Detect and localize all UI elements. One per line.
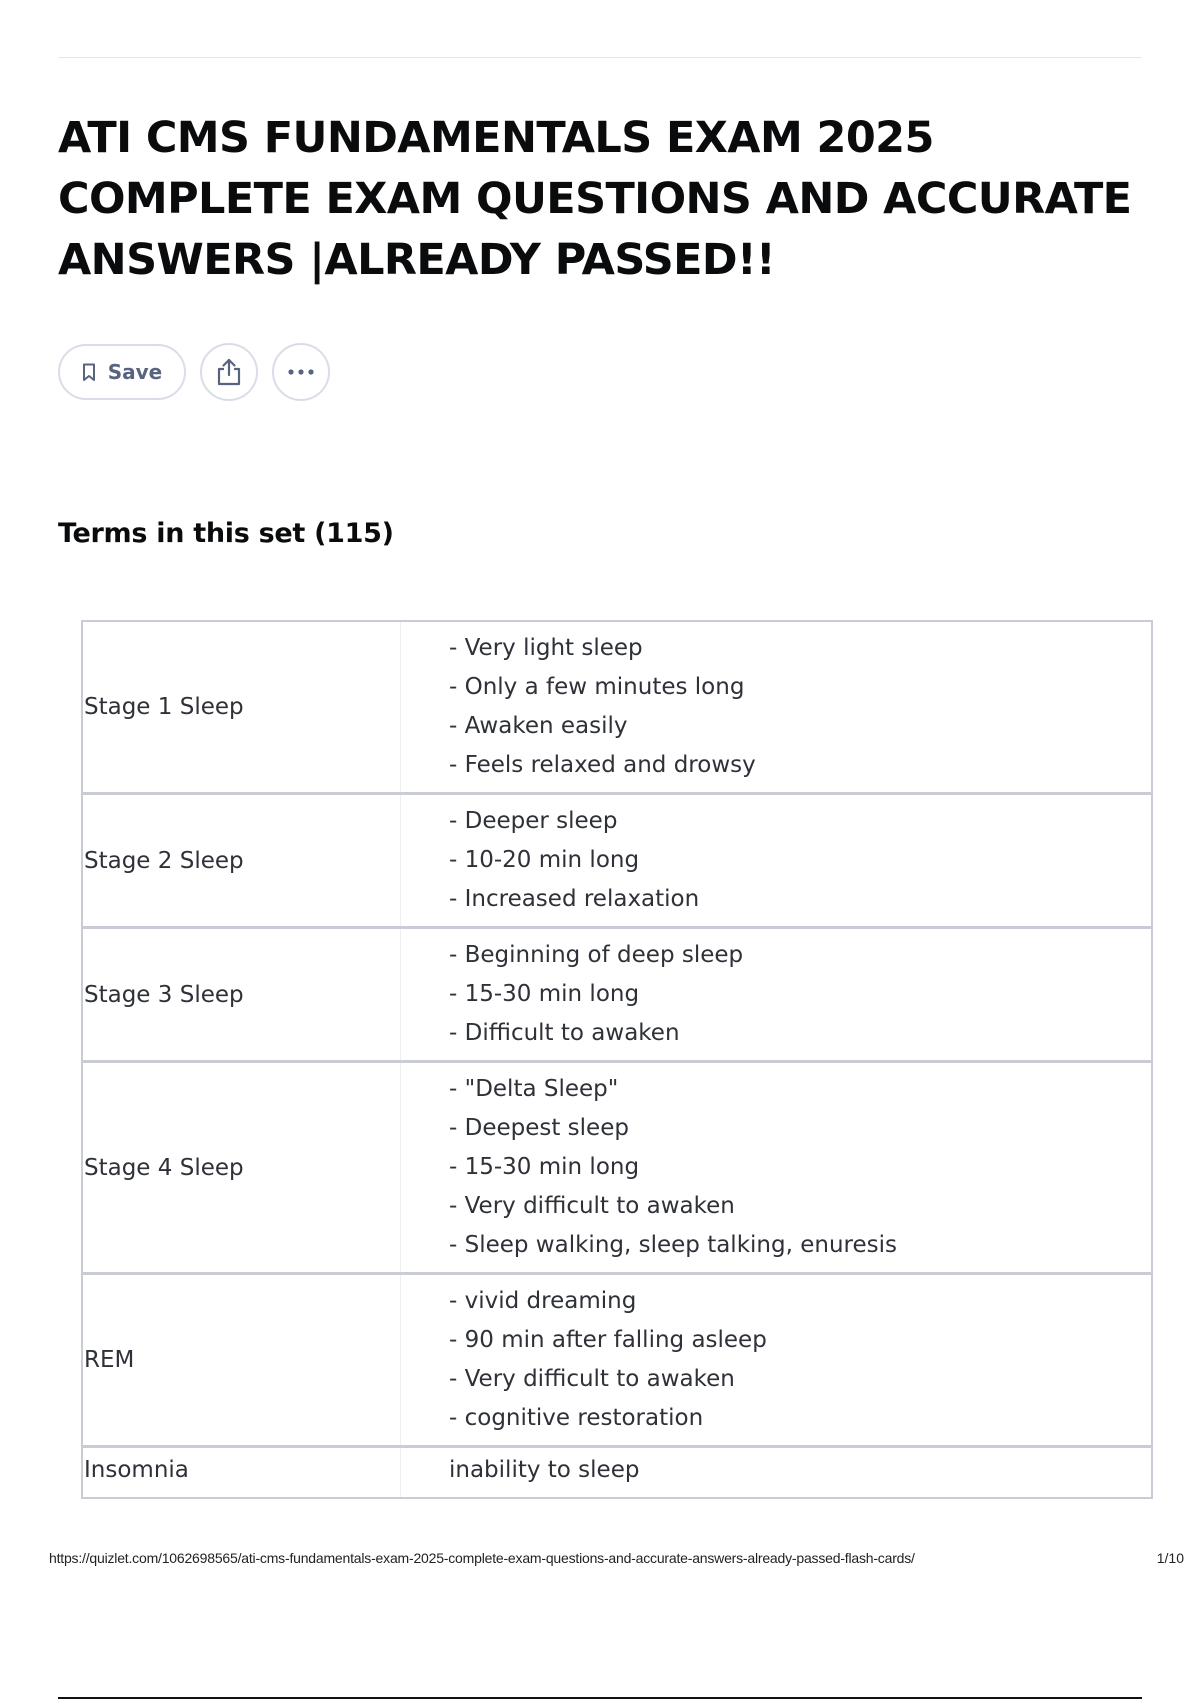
definition-line: inability to sleep (449, 1457, 640, 1483)
definition-line: - Increased relaxation (449, 886, 700, 912)
terms-heading: Terms in this set (115) (58, 518, 394, 549)
save-button[interactable] (58, 344, 186, 400)
more-options-button[interactable] (272, 343, 330, 401)
definition-line: - Very difficult to awaken (449, 1193, 735, 1219)
definition-line: - Only a few minutes long (449, 674, 745, 700)
term-row (83, 929, 1151, 1063)
definition-line: - Sleep walking, sleep talking, enuresis (449, 1232, 897, 1258)
definition-line: - Deepest sleep (449, 1115, 629, 1141)
term-row (83, 1063, 1151, 1275)
definition-cell (401, 1063, 1151, 1272)
definition-cell (401, 622, 1151, 792)
definition-cell (401, 929, 1151, 1060)
definition-line: - "Delta Sleep" (449, 1076, 619, 1102)
definition-line: - Beginning of deep sleep (449, 942, 744, 968)
definition-line: - 90 min after falling asleep (449, 1327, 767, 1353)
definition-line: - Very light sleep (449, 635, 643, 661)
term-cell: Stage 2 Sleep (83, 795, 401, 926)
term-row (83, 622, 1151, 795)
page-title (58, 108, 1158, 291)
share-icon (216, 358, 242, 386)
page-title-line: ANSWERS |ALREADY PASSED!! (58, 235, 776, 285)
print-url[interactable]: https://quizlet.com/1062698565/ati-cms-fundamentals-exam-2025-complete-exam-questions-and-accurate-answers-already-passed-flash-cards/ (49, 1550, 915, 1566)
bookmark-icon (82, 363, 96, 382)
definition-line: - Very difficult to awaken (449, 1366, 735, 1392)
page-title-line: ATI CMS FUNDAMENTALS EXAM 2025 (58, 113, 934, 163)
term-row (83, 1448, 1151, 1497)
term-row (83, 1275, 1151, 1448)
definition-line: - cognitive restoration (449, 1405, 704, 1431)
term-cell: Stage 3 Sleep (83, 929, 401, 1060)
definition-line: - Awaken easily (449, 713, 628, 739)
definition-line: - Difficult to awaken (449, 1020, 680, 1046)
bottom-divider (58, 1697, 1142, 1699)
term-cell: Stage 1 Sleep (83, 622, 401, 792)
page-title-line: COMPLETE EXAM QUESTIONS AND ACCURATE (58, 174, 1132, 224)
term-cell: REM (83, 1275, 401, 1445)
definition-line: - 15-30 min long (449, 1154, 640, 1180)
definition-line: - Feels relaxed and drowsy (449, 752, 756, 778)
save-button-label: Save (107, 360, 163, 384)
more-options-icon (287, 368, 315, 376)
term-row (83, 795, 1151, 929)
term-cell: Insomnia (83, 1448, 401, 1497)
header-divider (58, 57, 1142, 58)
definition-line: - Deeper sleep (449, 808, 618, 834)
term-cell: Stage 4 Sleep (83, 1063, 401, 1272)
action-bar (58, 342, 330, 402)
definition-cell (401, 1448, 1151, 1497)
page-number: 1/10 (1156, 1550, 1184, 1566)
definition-cell (401, 1275, 1151, 1445)
share-button[interactable] (200, 343, 258, 401)
definition-line: - 15-30 min long (449, 981, 640, 1007)
definition-cell (401, 795, 1151, 926)
definition-line: - 10-20 min long (449, 847, 640, 873)
definition-line: - vivid dreaming (449, 1288, 637, 1314)
terms-table (81, 620, 1153, 1499)
